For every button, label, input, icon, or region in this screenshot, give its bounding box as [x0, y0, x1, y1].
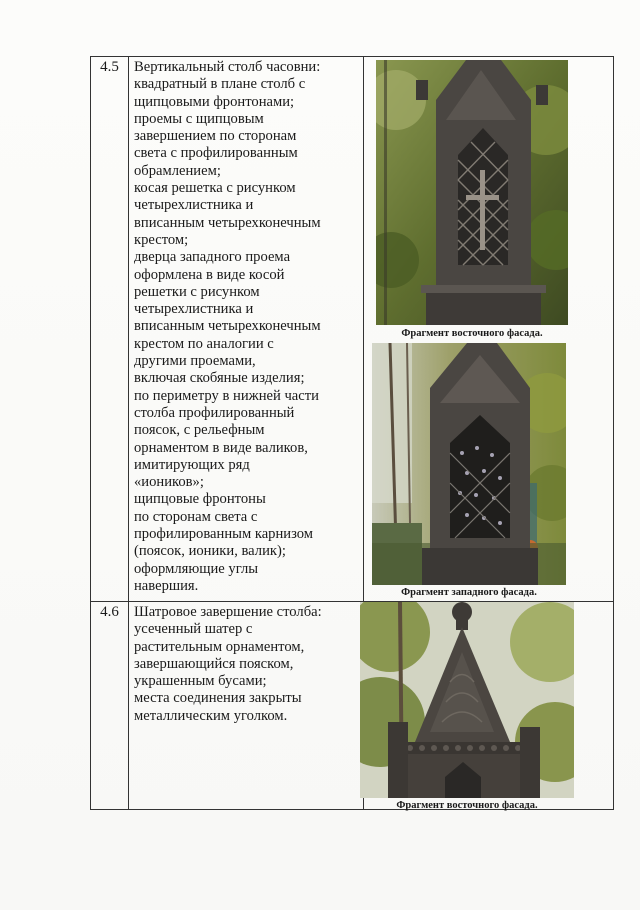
photo-caption: Фрагмент восточного фасада.: [401, 328, 543, 339]
description-line: навершия.: [134, 577, 199, 594]
description-line: Вертикальный столб часовни:: [134, 59, 321, 75]
description-line: обрамлением;: [134, 162, 221, 179]
description-line: оформляющие углы: [134, 560, 259, 577]
photo-caption: Фрагмент восточного фасада.: [396, 800, 538, 811]
description-line: четырехлистника и: [134, 197, 254, 214]
description-line: имитирующих ряд: [134, 456, 250, 473]
row-description: [129, 57, 364, 602]
description-line: щипцовыми фронтонами;: [134, 93, 295, 110]
description-line: дверца западного проема: [134, 249, 291, 266]
photo-spire-east-facade: [360, 602, 574, 798]
description-line: растительным орнаментом,: [134, 638, 305, 655]
description-line: проемы с щипцовым: [134, 110, 264, 127]
description-line: орнаментом в виде валиков,: [134, 439, 308, 456]
photo-east-facade: [376, 60, 568, 325]
description-line: другими проемами,: [134, 353, 256, 370]
description-line: Шатровое завершение столба:: [134, 604, 322, 620]
description-line: косая решетка с рисунком: [134, 180, 296, 197]
description-line: «иоников»;: [134, 474, 204, 491]
description-line: крестом;: [134, 231, 189, 248]
description-line: усеченный шатер с: [134, 621, 253, 638]
description-line: включая скобяные изделия;: [134, 370, 305, 387]
description-line: профилированным карнизом: [134, 526, 314, 543]
description-line: украшенным бусами;: [134, 673, 267, 690]
description-line: столба профилированный: [134, 404, 295, 421]
description-line: (поясок, ионики, валик);: [134, 543, 286, 560]
photo-west-facade: [372, 343, 566, 585]
description-line: света с профилированным: [134, 145, 298, 162]
description-line: вписанным четырехконечным: [134, 214, 321, 231]
description-line: оформлена в виде косой: [134, 266, 285, 283]
description-line: вписанным четырехконечным: [134, 318, 321, 335]
photo-caption: Фрагмент западного фасада.: [401, 587, 537, 598]
description-line: завершением по сторонам: [134, 128, 297, 145]
description-line: четырехлистника и: [134, 301, 254, 318]
row-number: 4.5: [91, 57, 129, 602]
description-line: щипцовые фронтоны: [134, 491, 266, 508]
description-line: металлическим уголком.: [134, 707, 288, 724]
description-line: решетки с рисунком: [134, 283, 260, 300]
description-line: поясок, с рельефным: [134, 422, 265, 439]
row-description: [129, 602, 364, 810]
description-line: места соединения закрыты: [134, 690, 302, 707]
description-line: по периметру в нижней части: [134, 387, 319, 404]
description-line: завершающийся пояском,: [134, 655, 294, 672]
description-line: квадратный в плане столб с: [134, 76, 306, 93]
description-line: крестом по аналогии с: [134, 335, 274, 352]
row-number: 4.6: [91, 602, 129, 810]
description-line: по сторонам света с: [134, 508, 258, 525]
